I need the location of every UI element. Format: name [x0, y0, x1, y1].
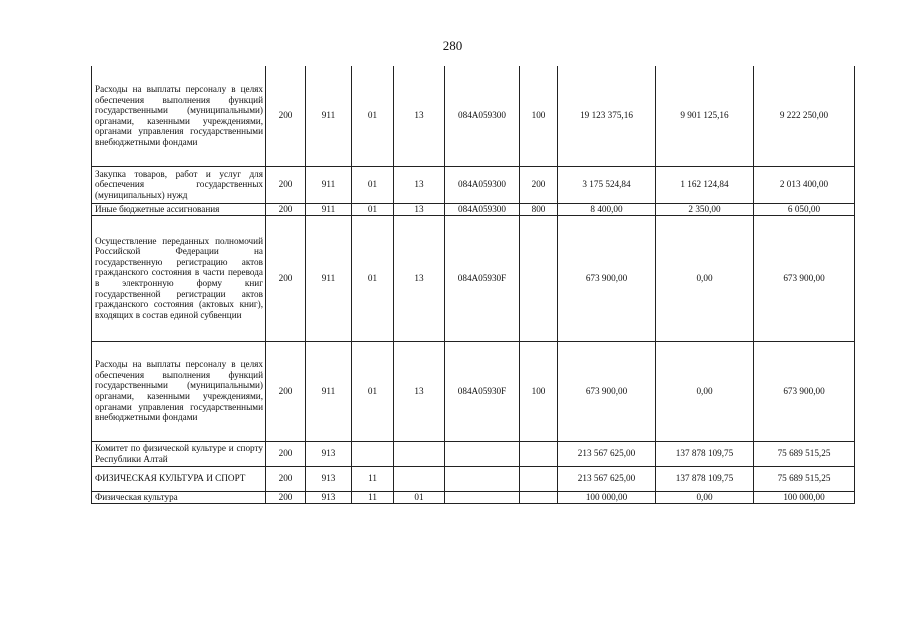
- row-name-cell: Комитет по физической культуре и спорту Республики Алтай: [92, 441, 266, 466]
- budget-table: [91, 66, 855, 504]
- amount-regional-cell: 75 689 515,25: [754, 466, 855, 491]
- target-article-cell: 084A059300: [445, 203, 520, 215]
- section-cell: 01: [352, 341, 394, 441]
- amount-regional-cell: 75 689 515,25: [754, 441, 855, 466]
- ministry-code-cell: 913: [306, 441, 352, 466]
- code-cell: 200: [266, 491, 306, 503]
- subsection-cell: 13: [394, 166, 445, 203]
- amount-total-cell: 8 400,00: [558, 203, 656, 215]
- section-cell: 01: [352, 215, 394, 341]
- target-article-cell: 084A059300: [445, 66, 520, 166]
- amount-regional-cell: 6 050,00: [754, 203, 855, 215]
- expense-type-cell: [520, 215, 558, 341]
- section-cell: [352, 441, 394, 466]
- expense-type-cell: [520, 441, 558, 466]
- subsection-cell: 13: [394, 66, 445, 166]
- amount-federal-cell: 0,00: [656, 215, 754, 341]
- amount-total-cell: 213 567 625,00: [558, 441, 656, 466]
- row-name-cell: Осуществление переданных полномочий Российской Федерации на государственную регистрацию актов гражданского состояния в части перевода в электронную форму книг государственной регистрации актов гражданского состояния (актовых книг), входящих в состав единой субвенции: [92, 215, 266, 341]
- amount-federal-cell: 2 350,00: [656, 203, 754, 215]
- amount-federal-cell: 137 878 109,75: [656, 441, 754, 466]
- target-article-cell: [445, 466, 520, 491]
- table-row: [92, 203, 855, 215]
- subsection-cell: 01: [394, 491, 445, 503]
- amount-regional-cell: 100 000,00: [754, 491, 855, 503]
- target-article-cell: 084A05930F: [445, 341, 520, 441]
- section-cell: 11: [352, 491, 394, 503]
- amount-total-cell: 100 000,00: [558, 491, 656, 503]
- row-name-cell: Закупка товаров, работ и услуг для обеспечения государственных (муниципальных) нужд: [92, 166, 266, 203]
- page-number: 280: [442, 38, 463, 53]
- amount-federal-cell: 1 162 124,84: [656, 166, 754, 203]
- table-body: [92, 66, 855, 503]
- code-cell: 200: [266, 466, 306, 491]
- table-row: [92, 215, 855, 341]
- amount-regional-cell: 2 013 400,00: [754, 166, 855, 203]
- subsection-cell: [394, 441, 445, 466]
- amount-federal-cell: 0,00: [656, 491, 754, 503]
- ministry-code-cell: 911: [306, 203, 352, 215]
- amount-federal-cell: 9 901 125,16: [656, 66, 754, 166]
- code-cell: 200: [266, 215, 306, 341]
- amount-federal-cell: 0,00: [656, 341, 754, 441]
- subsection-cell: 13: [394, 215, 445, 341]
- table-row: [92, 466, 855, 491]
- subsection-cell: 13: [394, 203, 445, 215]
- target-article-cell: [445, 441, 520, 466]
- row-name-cell: Расходы на выплаты персоналу в целях обеспечения выполнения функций государственными (муниципальными) органами, казенными учреждениями, органами управления государственными внебюджетными фондами: [92, 341, 266, 441]
- ministry-code-cell: 913: [306, 491, 352, 503]
- table-row: [92, 166, 855, 203]
- expense-type-cell: 100: [520, 66, 558, 166]
- ministry-code-cell: 911: [306, 66, 352, 166]
- expense-type-cell: [520, 466, 558, 491]
- row-name-cell: ФИЗИЧЕСКАЯ КУЛЬТУРА И СПОРТ: [92, 466, 266, 491]
- amount-federal-cell: 137 878 109,75: [656, 466, 754, 491]
- section-cell: 01: [352, 166, 394, 203]
- amount-regional-cell: 673 900,00: [754, 341, 855, 441]
- expense-type-cell: 200: [520, 166, 558, 203]
- table-row: [92, 441, 855, 466]
- amount-total-cell: 673 900,00: [558, 341, 656, 441]
- code-cell: 200: [266, 203, 306, 215]
- table-row: [92, 66, 855, 166]
- table-row: [92, 491, 855, 503]
- expense-type-cell: [520, 491, 558, 503]
- amount-regional-cell: 9 222 250,00: [754, 66, 855, 166]
- row-name-cell: Иные бюджетные ассигнования: [92, 203, 266, 215]
- row-name-cell: Расходы на выплаты персоналу в целях обеспечения выполнения функций государственными (муниципальными) органами, казенными учреждениями, органами управления государственными внебюджетными фондами: [92, 66, 266, 166]
- row-name-cell: Физическая культура: [92, 491, 266, 503]
- subsection-cell: 13: [394, 341, 445, 441]
- target-article-cell: 084A05930F: [445, 215, 520, 341]
- ministry-code-cell: 911: [306, 215, 352, 341]
- amount-total-cell: 19 123 375,16: [558, 66, 656, 166]
- target-article-cell: [445, 491, 520, 503]
- section-cell: 01: [352, 203, 394, 215]
- section-cell: 11: [352, 466, 394, 491]
- expense-type-cell: 100: [520, 341, 558, 441]
- amount-total-cell: 673 900,00: [558, 215, 656, 341]
- section-cell: 01: [352, 66, 394, 166]
- amount-total-cell: 213 567 625,00: [558, 466, 656, 491]
- code-cell: 200: [266, 166, 306, 203]
- target-article-cell: 084A059300: [445, 166, 520, 203]
- subsection-cell: [394, 466, 445, 491]
- table-row: [92, 341, 855, 441]
- code-cell: 200: [266, 441, 306, 466]
- expense-type-cell: 800: [520, 203, 558, 215]
- ministry-code-cell: 911: [306, 166, 352, 203]
- amount-total-cell: 3 175 524,84: [558, 166, 656, 203]
- ministry-code-cell: 911: [306, 341, 352, 441]
- amount-regional-cell: 673 900,00: [754, 215, 855, 341]
- code-cell: 200: [266, 66, 306, 166]
- code-cell: 200: [266, 341, 306, 441]
- ministry-code-cell: 913: [306, 466, 352, 491]
